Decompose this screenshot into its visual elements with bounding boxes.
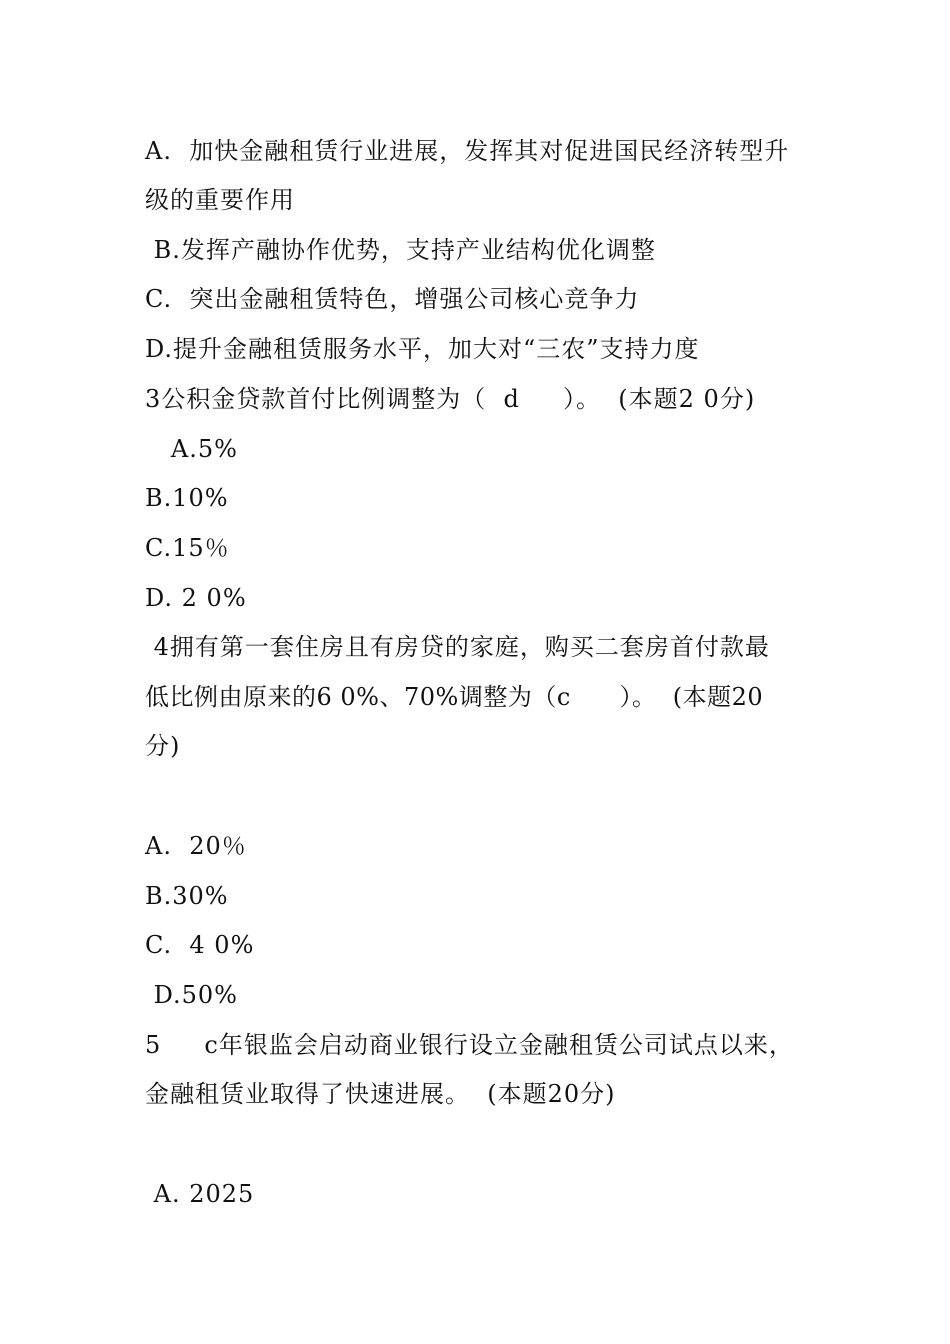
option-3a: A.5% xyxy=(145,435,238,463)
option-3c: C.15％ xyxy=(145,534,230,562)
question-4-line-2: 低比例由原来的6 0%、70%调整为（c ）。 (本题20 xyxy=(145,683,764,711)
option-2a-line-2: 级的重要作用 xyxy=(145,186,295,214)
option-4b: B.30% xyxy=(145,882,229,910)
option-3d: D. 2 0% xyxy=(145,584,247,612)
option-4a: A. 20％ xyxy=(145,832,247,860)
option-4c: C. 4 0% xyxy=(145,931,255,959)
option-2a-line-1: A. 加快金融租赁行业进展，发挥其对促进国民经济转型升 xyxy=(145,137,790,165)
question-3: 3公积金贷款首付比例调整为（ d ）。 (本题2 0分) xyxy=(145,385,756,413)
option-2d: D.提升金融租赁服务水平，加大对“三农”支持力度 xyxy=(145,335,700,363)
option-5a: A. 2025 xyxy=(145,1180,255,1208)
question-5-line-2: 金融租赁业取得了快速进展。 (本题20分) xyxy=(145,1080,616,1108)
question-4-line-1: 4拥有第一套住房且有房贷的家庭，购买二套房首付款最 xyxy=(145,633,770,661)
option-3b: B.10% xyxy=(145,484,229,512)
option-2b: B.发挥产融协作优势，支持产业结构优化调整 xyxy=(145,236,656,264)
question-5-line-1: 5 c年银监会启动商业银行设立金融租赁公司试点以来， xyxy=(145,1031,794,1059)
question-4-line-3: 分) xyxy=(145,732,181,760)
option-2c: C. 突出金融租赁特色，增强公司核心竞争力 xyxy=(145,285,640,313)
option-4d: D.50% xyxy=(145,981,238,1009)
